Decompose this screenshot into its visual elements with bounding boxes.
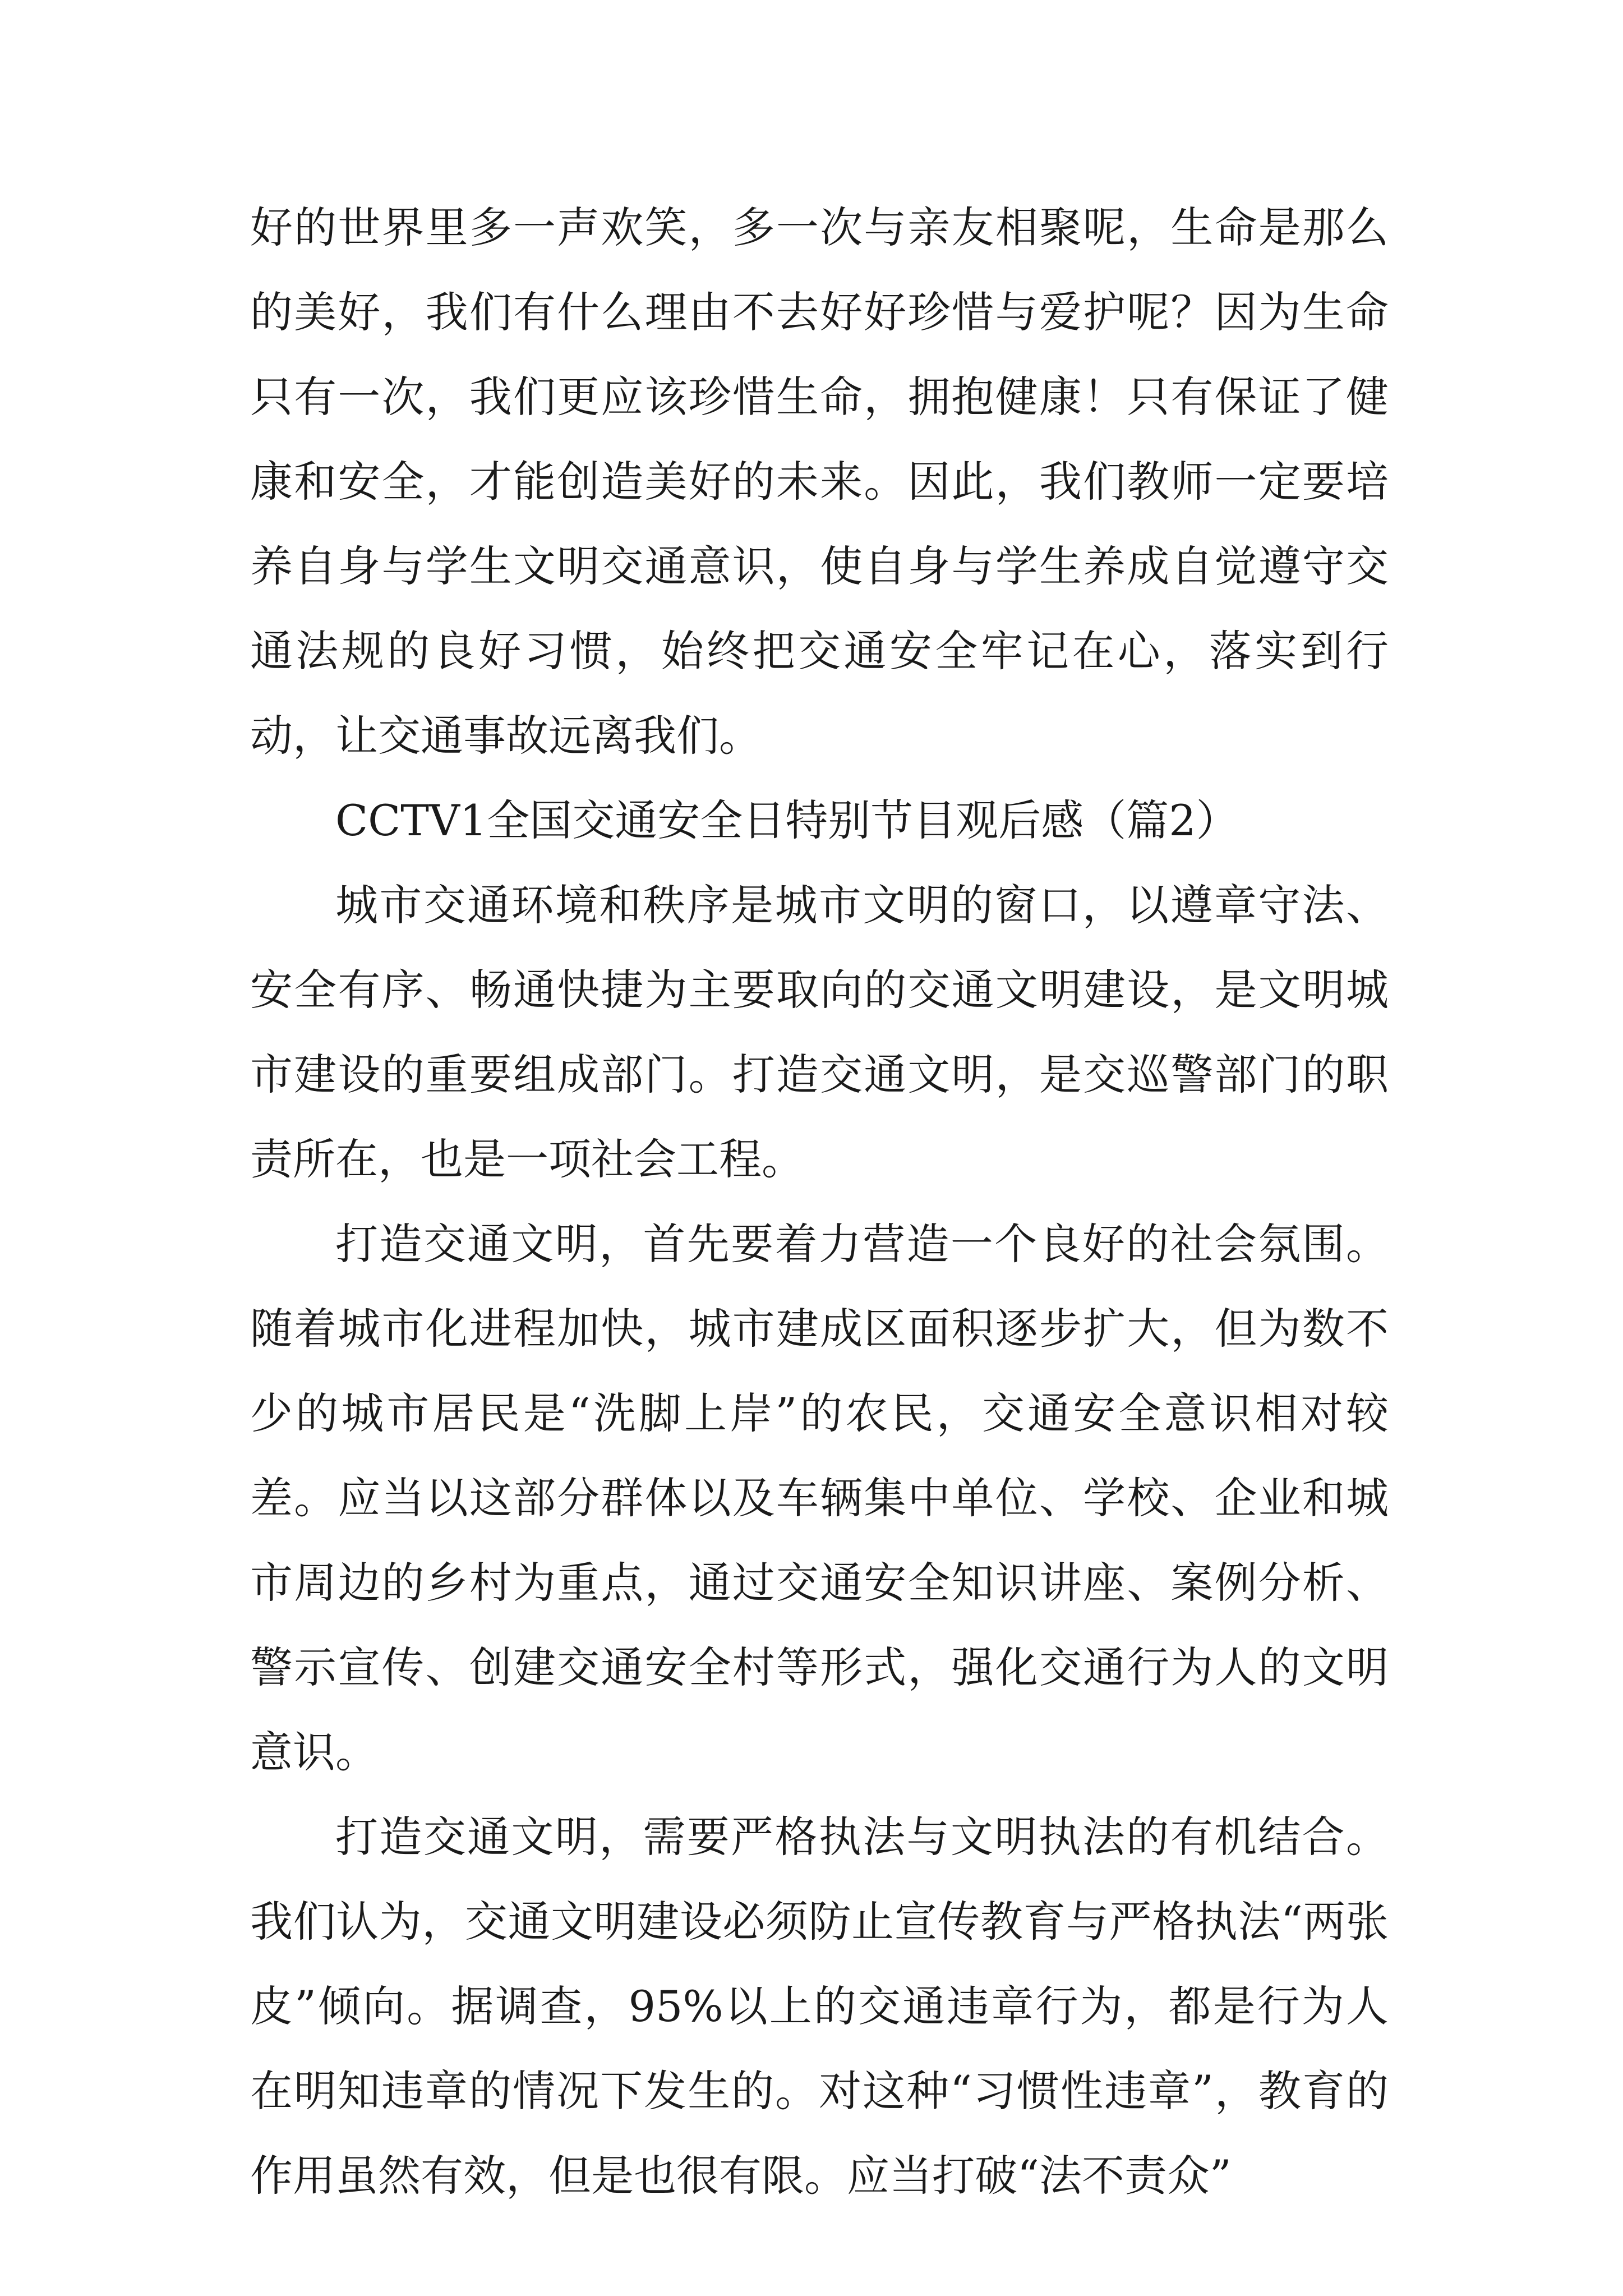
section-heading: CCTV1全国交通安全日特别节目观后感（篇2）	[335, 795, 1239, 845]
paragraph-traffic-civilization-intro: 城市交通环境和秩序是城市文明的窗口，以遵章守法、安全有序、畅通快捷为主要取向的交通文明建设，是文明城市建设的重要组成部门。打造交通文明，是交巡警部门的职责所在，也是一项社会工程。	[250, 880, 1389, 1184]
paragraph-strict-enforcement: 打造交通文明，需要严格执法与文明执法的有机结合。我们认为，交通文明建设必须防止宣传教育与严格执法“两张皮”倾向。据调查，95%以上的交通违章行为，都是行为人在明知违章的情况下发生的。对这种“习惯性违章”，教育的作用虽然有效，但是也很有限。应当打破“法不责众”	[250, 1812, 1389, 2201]
document-body	[250, 185, 1389, 2218]
paragraph-continued: 好的世界里多一声欢笑，多一次与亲友相聚呢，生命是那么的美好，我们有什么理由不去好好珍惜与爱护呢？因为生命只有一次，我们更应该珍惜生命，拥抱健康！只有保证了健康和安全，才能创造美好的未来。因此，我们教师一定要培养自身与学生文明交通意识，使自身与学生养成自觉遵守交通法规的良好习惯，始终把交通安全牢记在心，落实到行动，让交通事故远离我们。	[250, 203, 1389, 761]
paragraph-social-atmosphere: 打造交通文明，首先要着力营造一个良好的社会氛围。随着城市化进程加快，城市建成区面积逐步扩大，但为数不少的城市居民是“洗脚上岸”的农民，交通安全意识相对较差。应当以这部分群体以及车辆集中单位、学校、企业和城市周边的乡村为重点，通过交通安全知识讲座、案例分析、警示宣传、创建交通安全村等形式，强化交通行为人的文明意识。	[250, 1219, 1389, 1777]
